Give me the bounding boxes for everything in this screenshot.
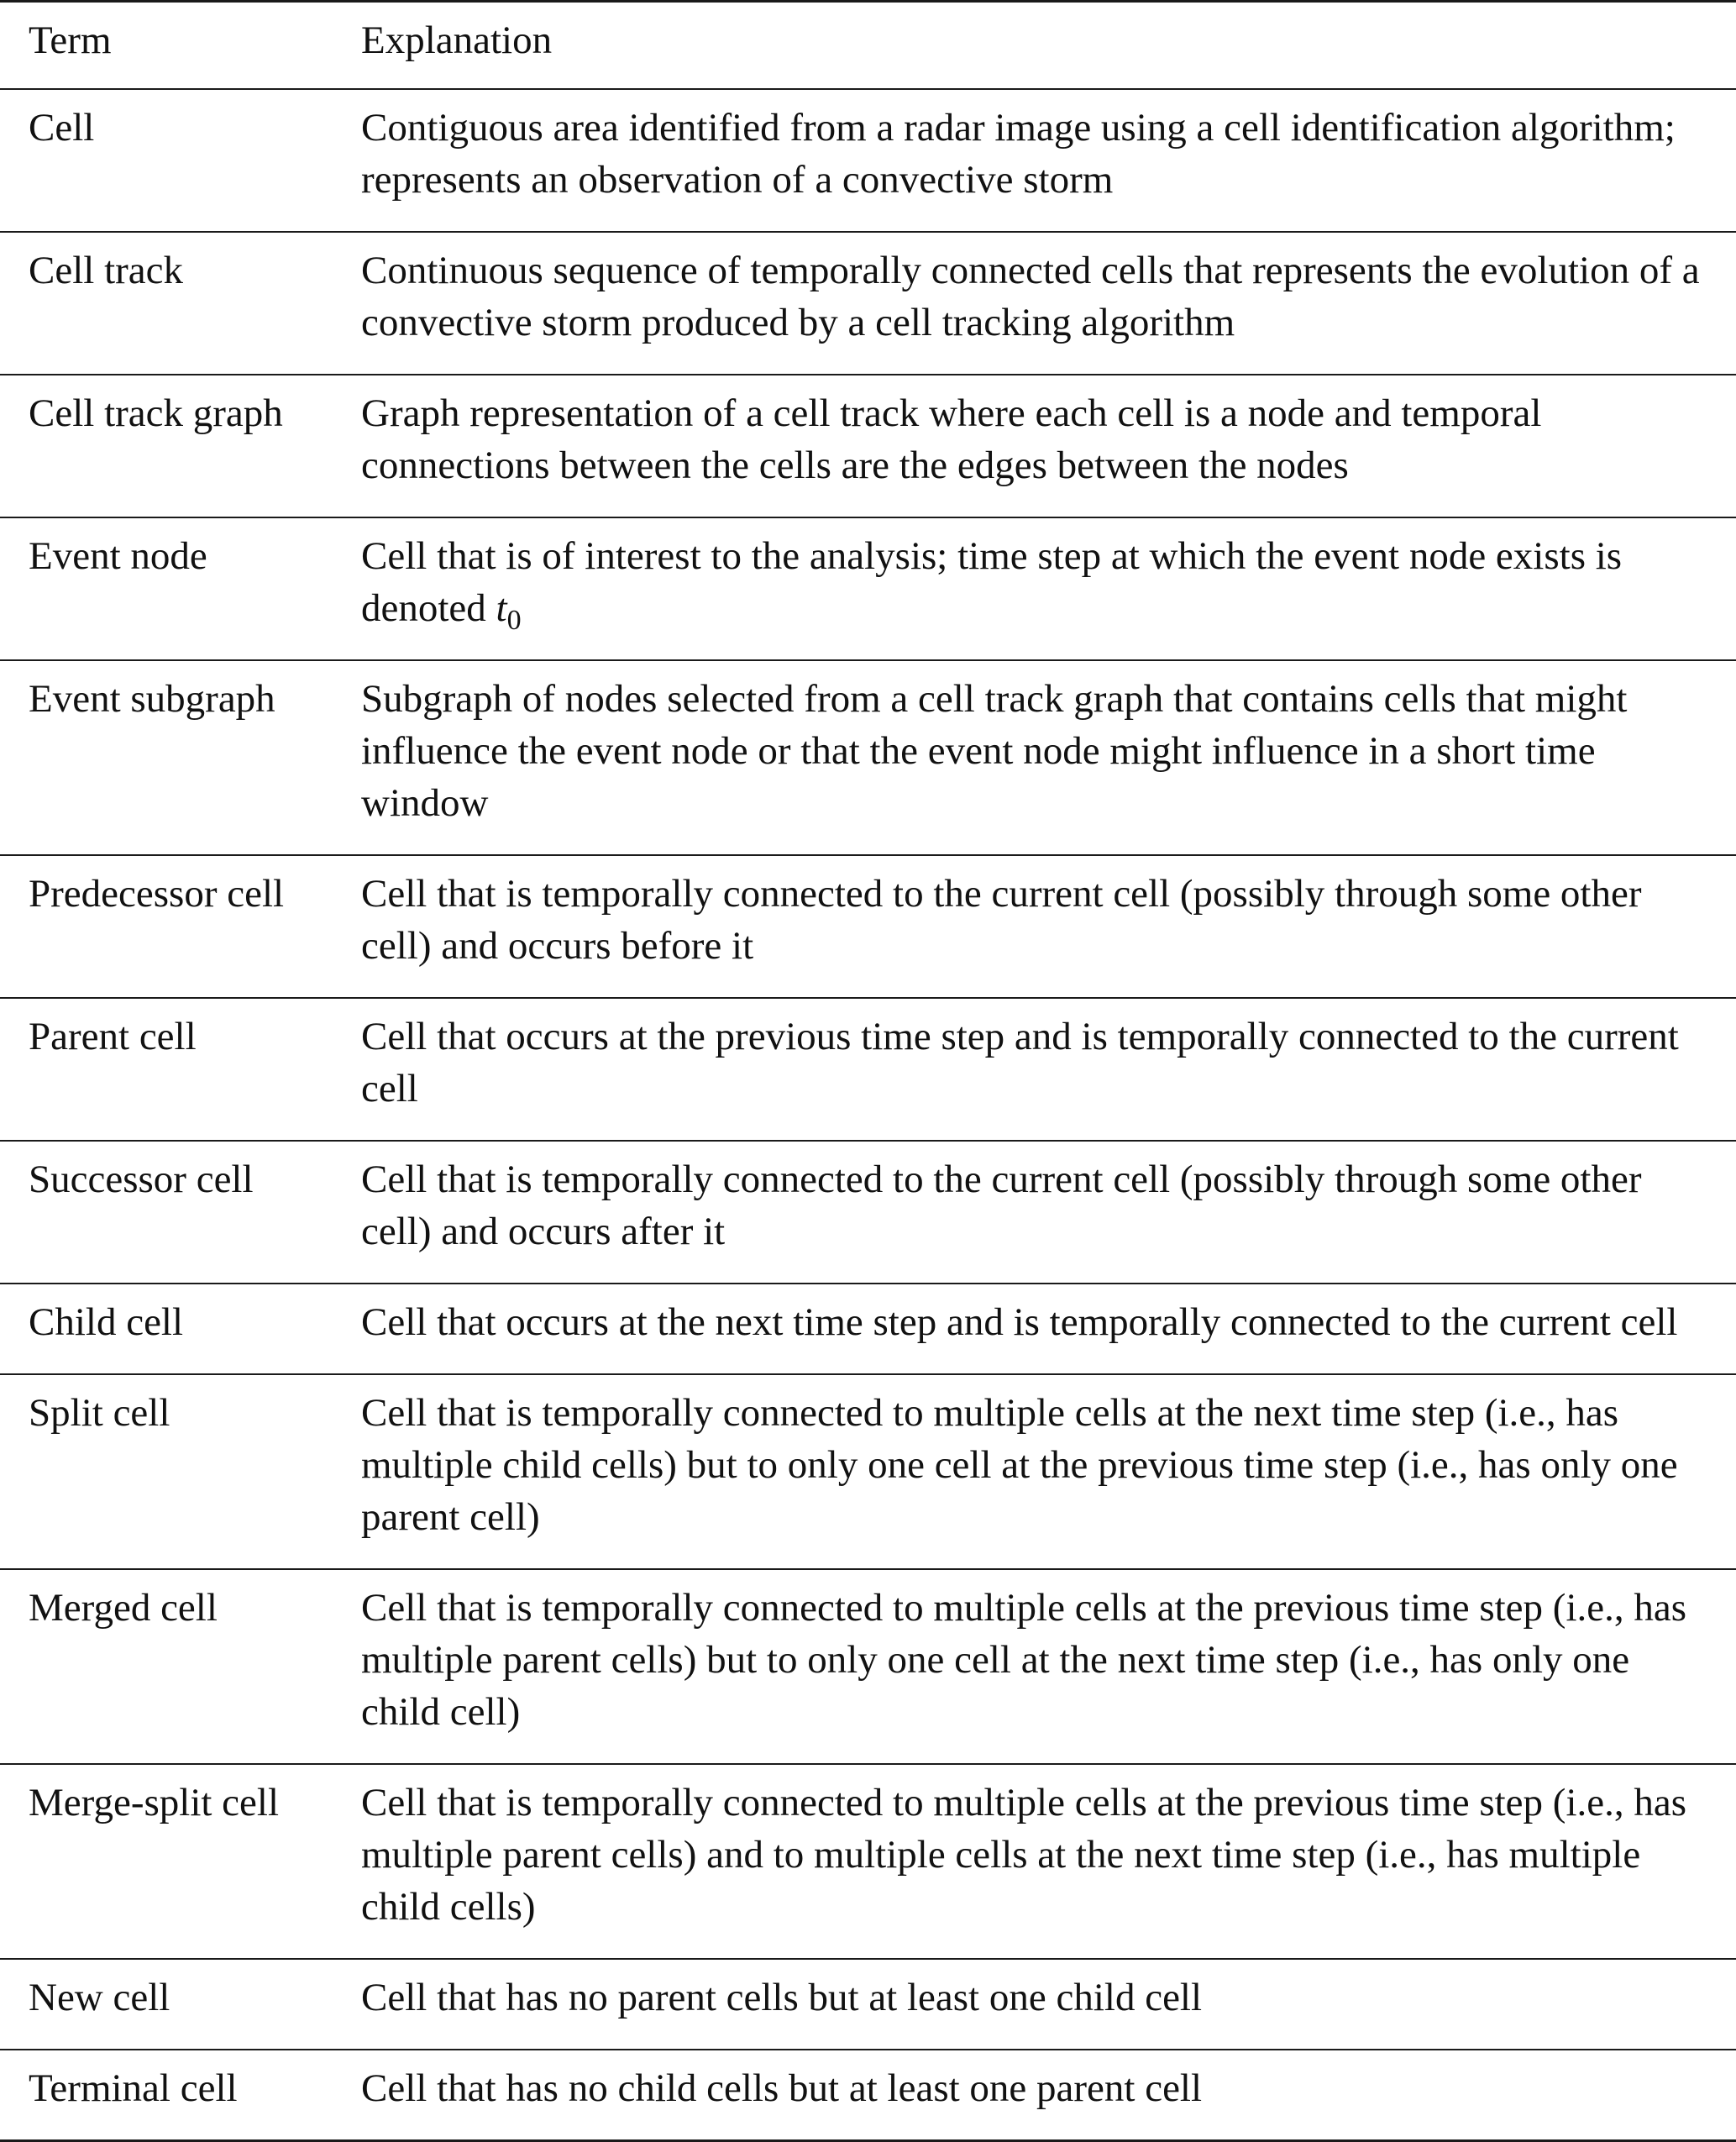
table-row bbox=[0, 998, 1736, 1141]
explanation-cell: Contiguous area identified from a radar image using a cell identification algorithm; represents an observation of a convective storm bbox=[361, 106, 1676, 202]
table-header bbox=[0, 2, 1736, 90]
header-explanation: Explanation bbox=[361, 18, 553, 62]
table-row bbox=[0, 89, 1736, 232]
explanation-cell: Continuous sequence of temporally connected cells that represents the evolution of a convective storm produced by a cell tracking algorithm bbox=[361, 249, 1700, 344]
table-body bbox=[0, 89, 1736, 2141]
table-row bbox=[0, 2050, 1736, 2141]
table-row bbox=[0, 1569, 1736, 1764]
table-row bbox=[0, 375, 1736, 517]
header-row bbox=[0, 2, 1736, 90]
math-variable: t bbox=[496, 586, 507, 630]
table-row bbox=[0, 1141, 1736, 1284]
term-cell: Terminal cell bbox=[29, 2066, 238, 2110]
term-cell: Cell bbox=[29, 106, 95, 150]
explanation-cell: Graph representation of a cell track where each cell is a node and temporal connections between the cells are the edges between the nodes bbox=[361, 391, 1542, 487]
term-cell: Predecessor cell bbox=[29, 872, 285, 916]
math-subscript: 0 bbox=[506, 605, 522, 636]
table-row bbox=[0, 855, 1736, 998]
explanation-cell: Cell that is temporally connected to the current cell (possibly through some other cell) and occurs after it bbox=[361, 1158, 1642, 1253]
term-cell: Cell track bbox=[29, 249, 184, 292]
explanation-cell: Cell that has no child cells but at least one parent cell bbox=[361, 2066, 1203, 2110]
term-cell: Cell track graph bbox=[29, 391, 283, 435]
explanation-cell: Cell that is temporally connected to multiple cells at the previous time step (i.e., has multiple parent cells) but to only one cell at the next time step (i.e., has only one child cell) bbox=[361, 1586, 1687, 1734]
table-row bbox=[0, 660, 1736, 855]
explanation-cell: Subgraph of nodes selected from a cell track graph that contains cells that might influence the event node or that the event node might influence in a short time window bbox=[361, 677, 1628, 825]
table-row bbox=[0, 1284, 1736, 1374]
term-cell: Event node bbox=[29, 534, 207, 578]
term-cell: Child cell bbox=[29, 1300, 184, 1344]
explanation-cell bbox=[361, 517, 1736, 660]
explanation-cell: Cell that is temporally connected to multiple cells at the next time step (i.e., has multiple child cells) but to only one cell at the previous time step (i.e., has only one parent cell) bbox=[361, 1391, 1678, 1539]
table-row bbox=[0, 517, 1736, 660]
table-row bbox=[0, 1764, 1736, 1959]
explanation-cell: Cell that occurs at the previous time step and is temporally connected to the current cell bbox=[361, 1015, 1679, 1110]
term-cell: New cell bbox=[29, 1976, 170, 2019]
table-row bbox=[0, 1374, 1736, 1569]
header-term: Term bbox=[29, 18, 112, 62]
term-cell: Split cell bbox=[29, 1391, 170, 1435]
explanation-cell: Cell that is temporally connected to multiple cells at the previous time step (i.e., has multiple parent cells) and to multiple cells at the next time step (i.e., has multiple child cells) bbox=[361, 1781, 1687, 1929]
explanation-cell: Cell that occurs at the next time step and is temporally connected to the current cell bbox=[361, 1300, 1678, 1344]
term-cell: Parent cell bbox=[29, 1015, 197, 1058]
explanation-text: Cell that is of interest to the analysis; time step at which the event node exists is denoted bbox=[361, 534, 1623, 630]
term-cell: Merge-split cell bbox=[29, 1781, 280, 1824]
term-cell: Successor cell bbox=[29, 1158, 254, 1201]
table-row bbox=[0, 232, 1736, 375]
term-cell: Event subgraph bbox=[29, 677, 275, 721]
explanation-cell: Cell that has no parent cells but at least one child cell bbox=[361, 1976, 1203, 2019]
table-row bbox=[0, 1959, 1736, 2050]
explanation-cell: Cell that is temporally connected to the current cell (possibly through some other cell) and occurs before it bbox=[361, 872, 1642, 968]
term-cell: Merged cell bbox=[29, 1586, 218, 1630]
